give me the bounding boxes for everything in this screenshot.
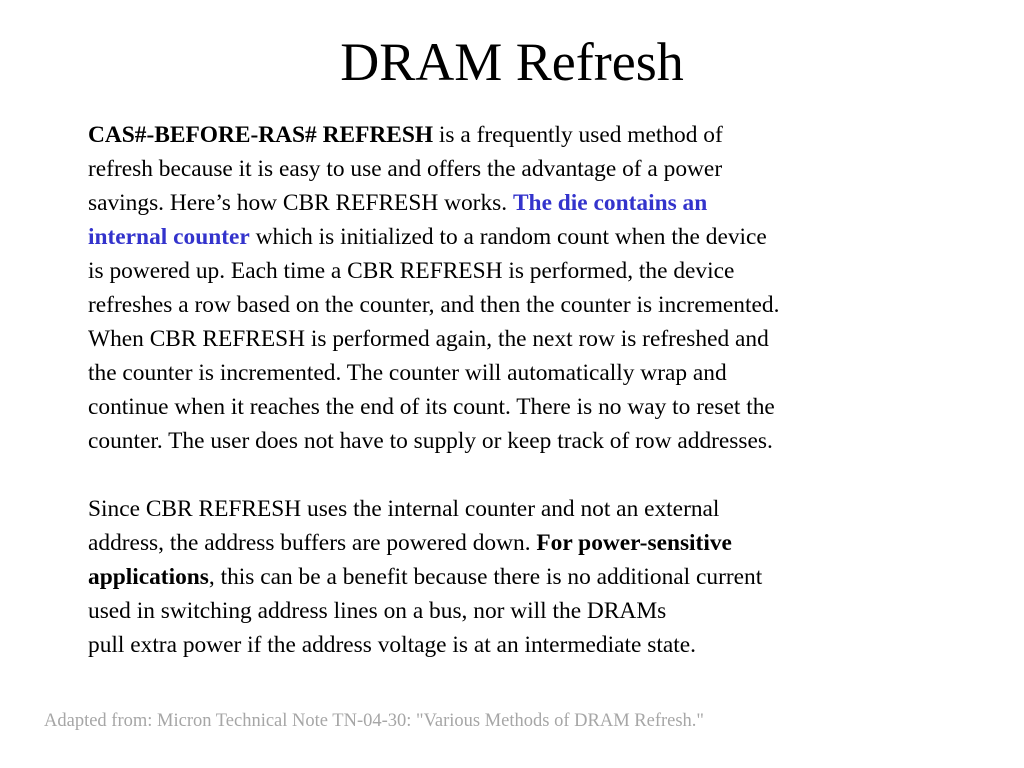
text-run: is a frequently used method of	[433, 122, 723, 148]
highlighted-phrase: The die contains an	[512, 190, 708, 216]
text-run: continue when it reaches the end of its count. There is no way to reset the	[88, 394, 775, 420]
bold-phrase: CAS#-BEFORE-RAS# REFRESH	[88, 122, 434, 148]
source-citation: Adapted from: Micron Technical Note TN-04-30: "Various Methods of DRAM Refresh."	[44, 711, 704, 731]
text-run: When CBR REFRESH is performed again, the next row is refreshed and	[88, 326, 769, 352]
bold-phrase: For power-sensitive	[536, 530, 732, 556]
paragraph-power-savings	[88, 492, 948, 662]
text-run: pull extra power if the address voltage is at an intermediate state.	[88, 632, 696, 658]
text-run: Since CBR REFRESH uses the internal counter and not an external	[88, 496, 720, 522]
text-run: used in switching address lines on a bus, nor will the DRAMs	[88, 598, 667, 624]
text-run: savings. Here’s how CBR REFRESH works.	[88, 190, 513, 216]
text-run: refreshes a row based on the counter, and then the counter is incremented.	[88, 292, 780, 318]
paragraph-cbr-overview	[88, 118, 948, 458]
text-line	[88, 288, 948, 322]
text-line	[88, 560, 948, 594]
highlighted-phrase: internal counter	[88, 224, 250, 250]
text-line	[88, 118, 948, 152]
text-line	[88, 390, 948, 424]
bold-phrase: applications	[88, 564, 209, 590]
text-line	[88, 254, 948, 288]
text-run: is powered up. Each time a CBR REFRESH is performed, the device	[88, 258, 735, 284]
text-line	[88, 628, 948, 662]
text-line	[88, 152, 948, 186]
text-run: counter. The user does not have to supply or keep track of row addresses.	[88, 428, 773, 454]
slide-title: DRAM Refresh	[340, 32, 684, 92]
text-line	[88, 526, 948, 560]
text-line	[88, 322, 948, 356]
text-run: the counter is incremented. The counter will automatically wrap and	[88, 360, 727, 386]
paragraph-spacer	[88, 458, 948, 492]
text-run: address, the address buffers are powered down.	[88, 530, 537, 556]
text-run: which is initialized to a random count when the device	[249, 224, 767, 250]
text-line	[88, 424, 948, 458]
text-line	[88, 356, 948, 390]
text-line	[88, 186, 948, 220]
slide-body	[88, 118, 948, 662]
text-line	[88, 220, 948, 254]
text-line	[88, 492, 948, 526]
text-run: , this can be a benefit because there is no additional current	[208, 564, 763, 590]
text-line	[88, 594, 948, 628]
text-run: refresh because it is easy to use and offers the advantage of a power	[88, 156, 723, 182]
